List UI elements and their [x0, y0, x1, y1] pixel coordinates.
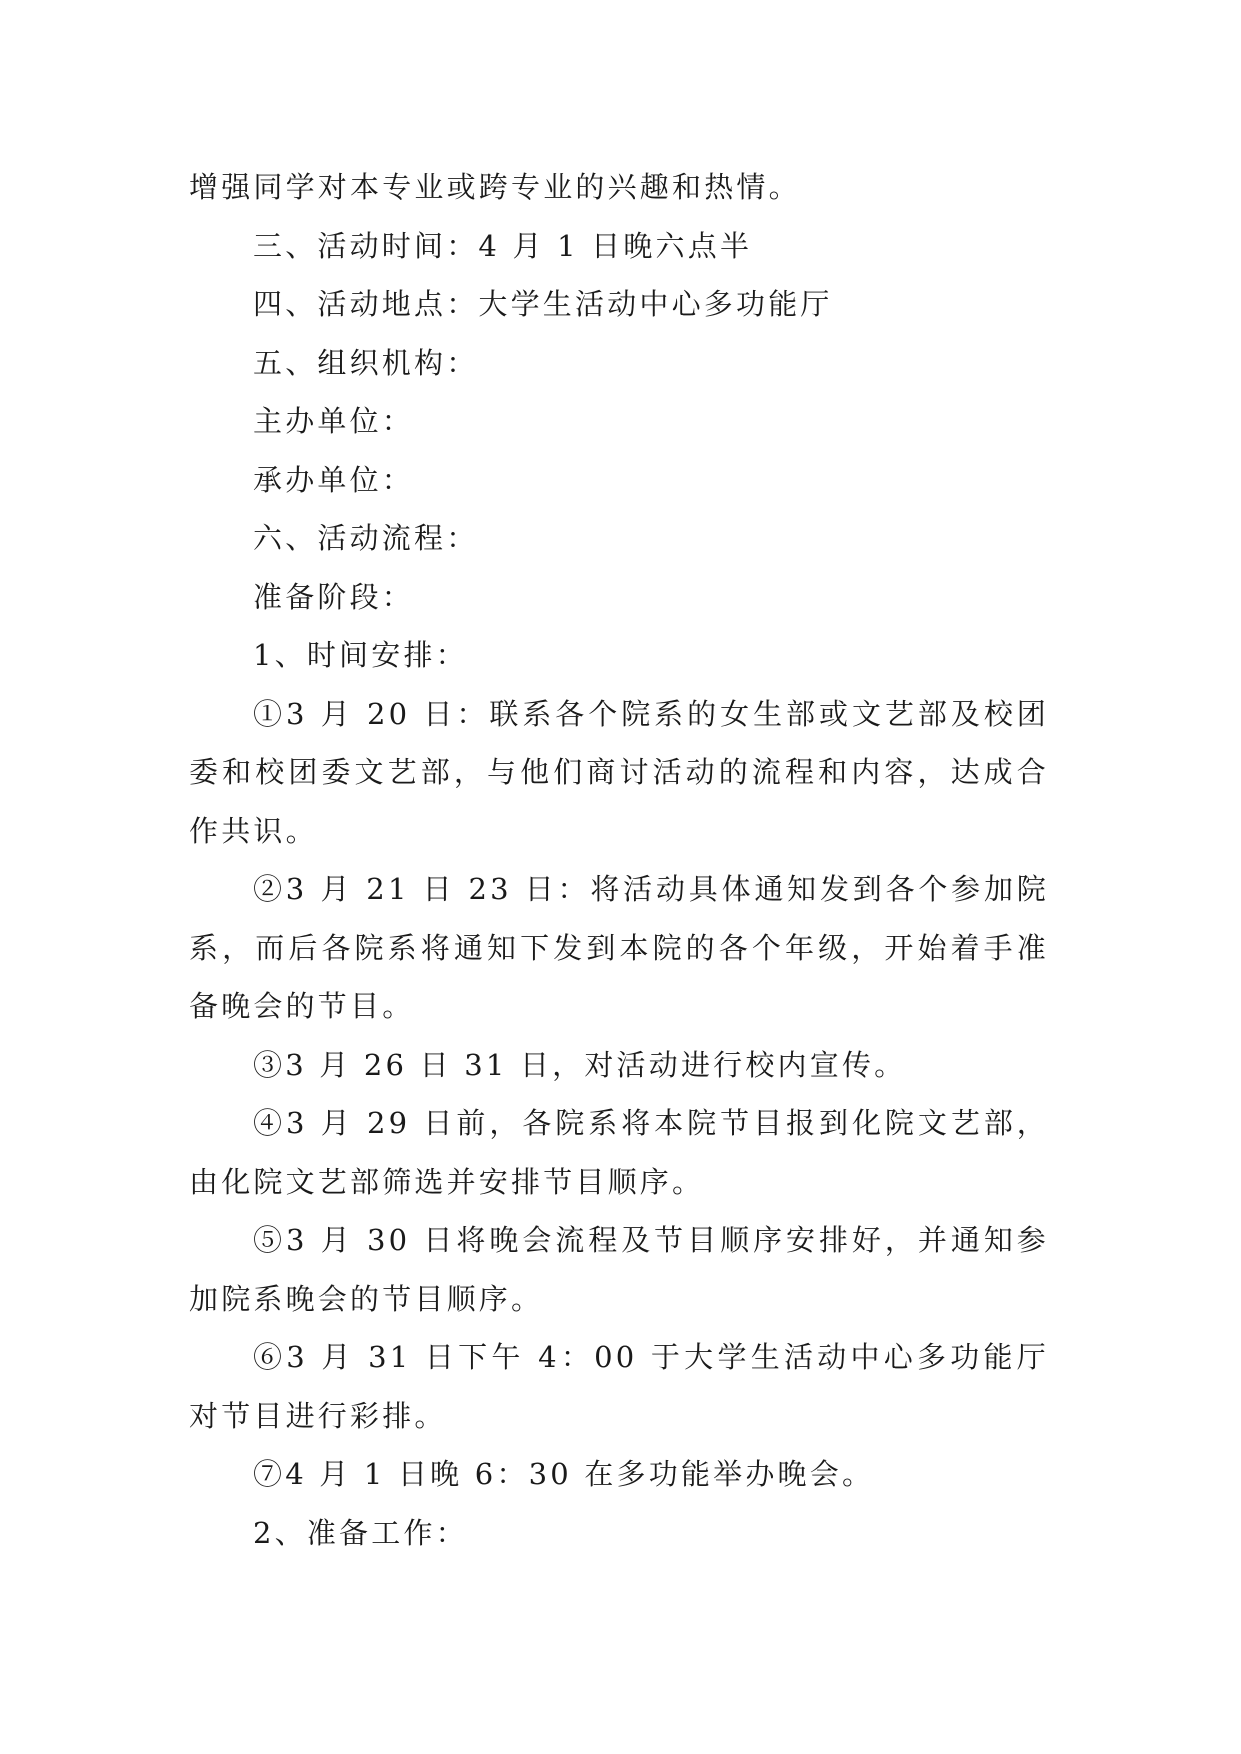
paragraph-schedule-item-2: ②3 月 21 日 23 日：将活动具体通知发到各个参加院系，而后各院系将通知下发到本院的各个年级，开始着手准备晚会的节目。: [189, 872, 1049, 1023]
paragraph-schedule-item-1: ①3 月 20 日：联系各个院系的女生部或文艺部及校团委和校团委文艺部，与他们商讨活动的流程和内容，达成合作共识。: [189, 696, 1049, 848]
paragraph-preparation-stage: 准备阶段：: [253, 579, 415, 614]
paragraph-schedule-item-6: ⑥3 月 31 日下午 4：00 于大学生活动中心多功能厅对节目进行彩排。: [189, 1340, 1049, 1433]
paragraph-activity-location: 四、活动地点：大学生活动中心多功能厅: [253, 287, 833, 321]
paragraph-organizer: 承办单位：: [253, 462, 415, 497]
paragraph-schedule-item-4: ④3 月 29 日前，各院系将本院节目报到化院文艺部，由化院文艺部筛选并安排节目顺序。: [189, 1106, 1049, 1199]
paragraph-preparation-work: 2、准备工作：: [253, 1515, 468, 1550]
paragraph-schedule-item-5: ⑤3 月 30 日将晚会流程及节目顺序安排好，并通知参加院系晚会的节目顺序。: [189, 1223, 1049, 1316]
paragraph-schedule-heading: 1、时间安排：: [253, 638, 468, 672]
paragraph-schedule-item-3: ③3 月 26 日 31 日，对活动进行校内宣传。: [253, 1047, 907, 1082]
paragraph-schedule-item-7: ⑦4 月 1 日晚 6：30 在多功能举办晚会。: [253, 1457, 875, 1491]
paragraph-activity-time: 三、活动时间：4 月 1 日晚六点半: [253, 228, 753, 263]
paragraph-organization: 五、组织机构：: [253, 345, 479, 380]
paragraph-host: 主办单位：: [253, 404, 415, 438]
paragraph-continuation: 增强同学对本专业或跨专业的兴趣和热情。: [189, 170, 801, 204]
paragraph-process-heading: 六、活动流程：: [253, 521, 479, 555]
document-body: [189, 158, 1049, 1562]
